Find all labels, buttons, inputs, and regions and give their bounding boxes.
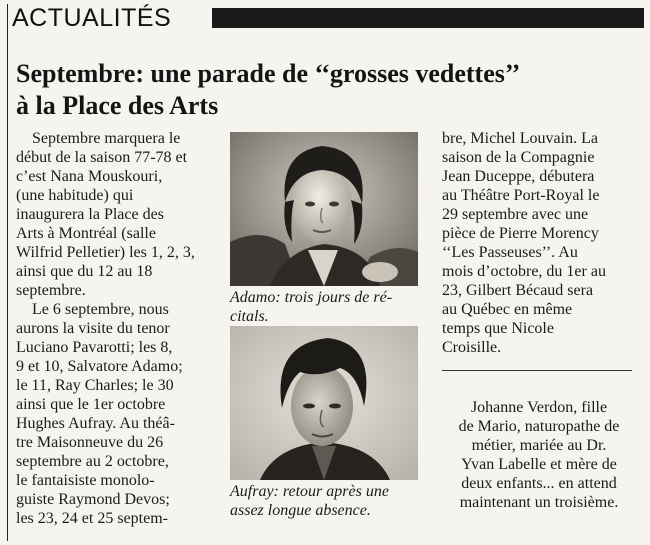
text-line: tre Maisonneuve du 26 — [16, 434, 164, 451]
text-line: bre, Michel Louvain. La — [442, 130, 598, 147]
text-line: Wilfrid Pelletier) les 1, 2, 3, — [16, 244, 195, 261]
text-line: mois d’octobre, du 1er au — [442, 263, 606, 280]
text-line: septembre. — [16, 282, 86, 299]
text-line: saison de la Compagnie — [442, 149, 595, 166]
text-line: guiste Raymond Devos; — [16, 491, 170, 508]
adamo-portrait-image — [230, 132, 418, 286]
text-line: Hughes Aufray. Au théâ- — [16, 415, 175, 432]
caption-line: Aufray: retour après une — [230, 483, 389, 500]
text-line: Croisille. — [442, 339, 502, 356]
caption-line: Adamo: trois jours de ré- — [230, 289, 393, 306]
section-bar — [212, 8, 644, 28]
column-divider-rule — [442, 370, 632, 371]
text-line: 23, Gilbert Bécaud sera — [442, 282, 594, 299]
text-line: le 11, Ray Charles; le 30 — [16, 377, 174, 394]
text-line: temps que Nicole — [442, 320, 554, 337]
text-line: pièce de Pierre Morency — [442, 225, 599, 242]
text-line: de Mario, naturopathe de — [458, 418, 620, 435]
text-line: Arts à Montréal (salle — [16, 225, 156, 242]
text-line: deux enfants... en attend — [461, 475, 617, 492]
text-line: métier, mariée au Dr. — [471, 437, 607, 454]
aufray-portrait-image — [230, 326, 418, 480]
text-line: Luciano Pavarotti; les 8, — [16, 339, 173, 356]
caption-line: citals. — [230, 308, 269, 325]
text-line: Le 6 septembre, nous — [32, 301, 169, 318]
article-column-3 — [442, 129, 636, 357]
text-line: au Théâtre Port-Royal le — [442, 187, 600, 204]
text-line: 29 septembre avec une — [442, 206, 589, 223]
text-line: le fantaisiste monolo- — [16, 472, 155, 489]
article-column-1 — [16, 129, 220, 528]
text-line: ainsi que du 12 au 18 — [16, 263, 153, 280]
adamo-caption — [230, 288, 420, 326]
text-line: Jean Duceppe, débutera — [442, 168, 595, 185]
text-line: ‘‘Les Passeuses’’. Au — [442, 244, 578, 261]
section-label: ACTUALITÉS — [12, 4, 172, 32]
text-line: septembre au 2 octobre, — [16, 453, 169, 470]
text-line: (une habitude) qui — [16, 187, 134, 204]
caption-line: assez longue absence. — [230, 502, 371, 519]
text-line: 9 et 10, Salvatore Adamo; — [16, 358, 183, 375]
aufray-photo — [230, 326, 418, 480]
text-line: maintenant un troisième. — [459, 494, 619, 511]
text-line: début de la saison 77-78 et — [16, 149, 188, 166]
text-line: ainsi que le 1er octobre — [16, 396, 166, 413]
adamo-photo — [230, 132, 418, 286]
news-brief — [442, 398, 636, 512]
headline-line-2: à la Place des Arts — [16, 91, 219, 120]
text-line: Septembre marquera le — [32, 130, 181, 147]
headline — [16, 58, 636, 122]
text-line: aurons la visite du tenor — [16, 320, 170, 337]
left-border-rule — [7, 4, 8, 541]
text-line: au Québec en même — [442, 301, 573, 318]
text-line: inaugurera la Place des — [16, 206, 164, 223]
text-line: Yvan Labelle et mère de — [461, 456, 617, 473]
text-line: les 23, 24 et 25 septem- — [16, 510, 168, 527]
headline-line-1: Septembre: une parade de ‘‘grosses vedettes’’ — [16, 59, 521, 88]
aufray-caption — [230, 482, 420, 520]
text-line: c’est Nana Mouskouri, — [16, 168, 163, 185]
text-line: Johanne Verdon, fille — [470, 399, 608, 416]
